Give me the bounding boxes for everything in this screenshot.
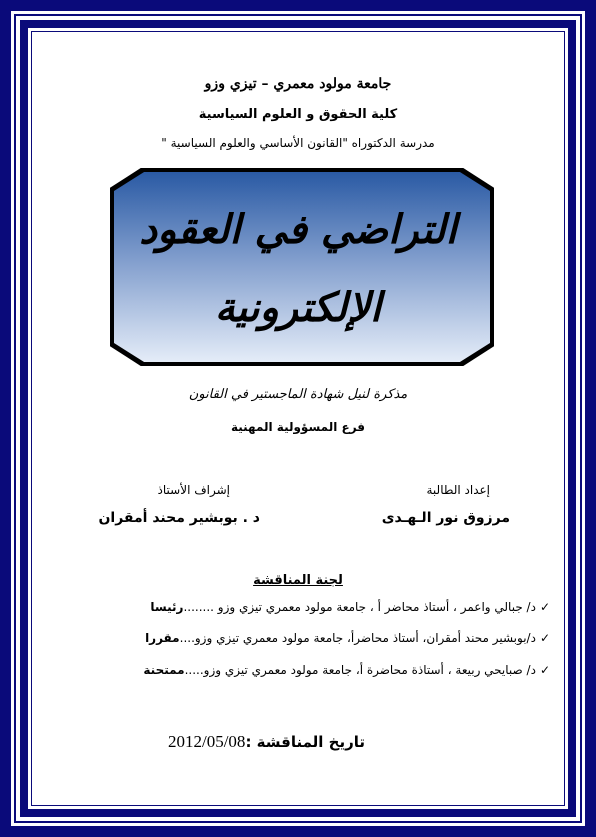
defense-date-label: تاريخ المناقشة : [245,733,365,751]
university-name: جامعة مولود معمري – تيزي وزو [204,76,392,92]
checkmark-icon: ✓ [539,631,550,645]
defense-date [155,732,365,752]
jury-member-text: د/ صبايحي ربيعة ، أستاذة محاضرة أ، جامعة مولود معمري تيزي وزو..... [184,663,536,677]
specialty-branch: فرع المسؤولية المهنية [230,420,366,434]
defense-date-value: 2012/05/08 [167,732,246,751]
doctoral-school: مدرسة الدكتوراه "القانون الأساسي والعلوم السياسية " [161,136,435,150]
jury-member-role: مقررا [145,631,180,645]
supervisor-name: د . بوبشير محند أمقران [98,510,260,526]
jury-member-text: د/بوبشير محند أمقران، أستاذ محاضرأ، جامعة مولود معمري تيزي وزو.... [179,631,536,645]
supervision-label: إشراف الأستاذ [157,483,230,497]
jury-member-role: رئيسا [150,600,184,614]
jury-member [150,600,550,614]
title-box [114,172,490,362]
faculty-name: كلية الحقوق و العلوم السياسية [198,107,398,122]
checkmark-icon: ✓ [539,663,550,677]
degree-statement: مذكرة لنيل شهادة الماجستير في القانون [188,387,408,402]
student-name: مرزوق نور الـهـدى [381,510,510,526]
jury-member [143,663,550,677]
thesis-title-line1: التراضي في العقود [139,206,457,253]
thesis-title-line2: الإلكترونية [214,284,382,331]
jury-member-role: ممتحنة [143,663,185,677]
jury-member-text: د/ جبالي واعمر ، أستاذ محاضر أ ، جامعة مولود معمري تيزي وزو ........ [183,600,536,614]
jury-title: لجنة المناقشة [253,573,343,588]
checkmark-icon: ✓ [539,600,550,614]
prepared-by-label: إعداد الطالبة [426,483,490,497]
jury-member [145,631,550,645]
